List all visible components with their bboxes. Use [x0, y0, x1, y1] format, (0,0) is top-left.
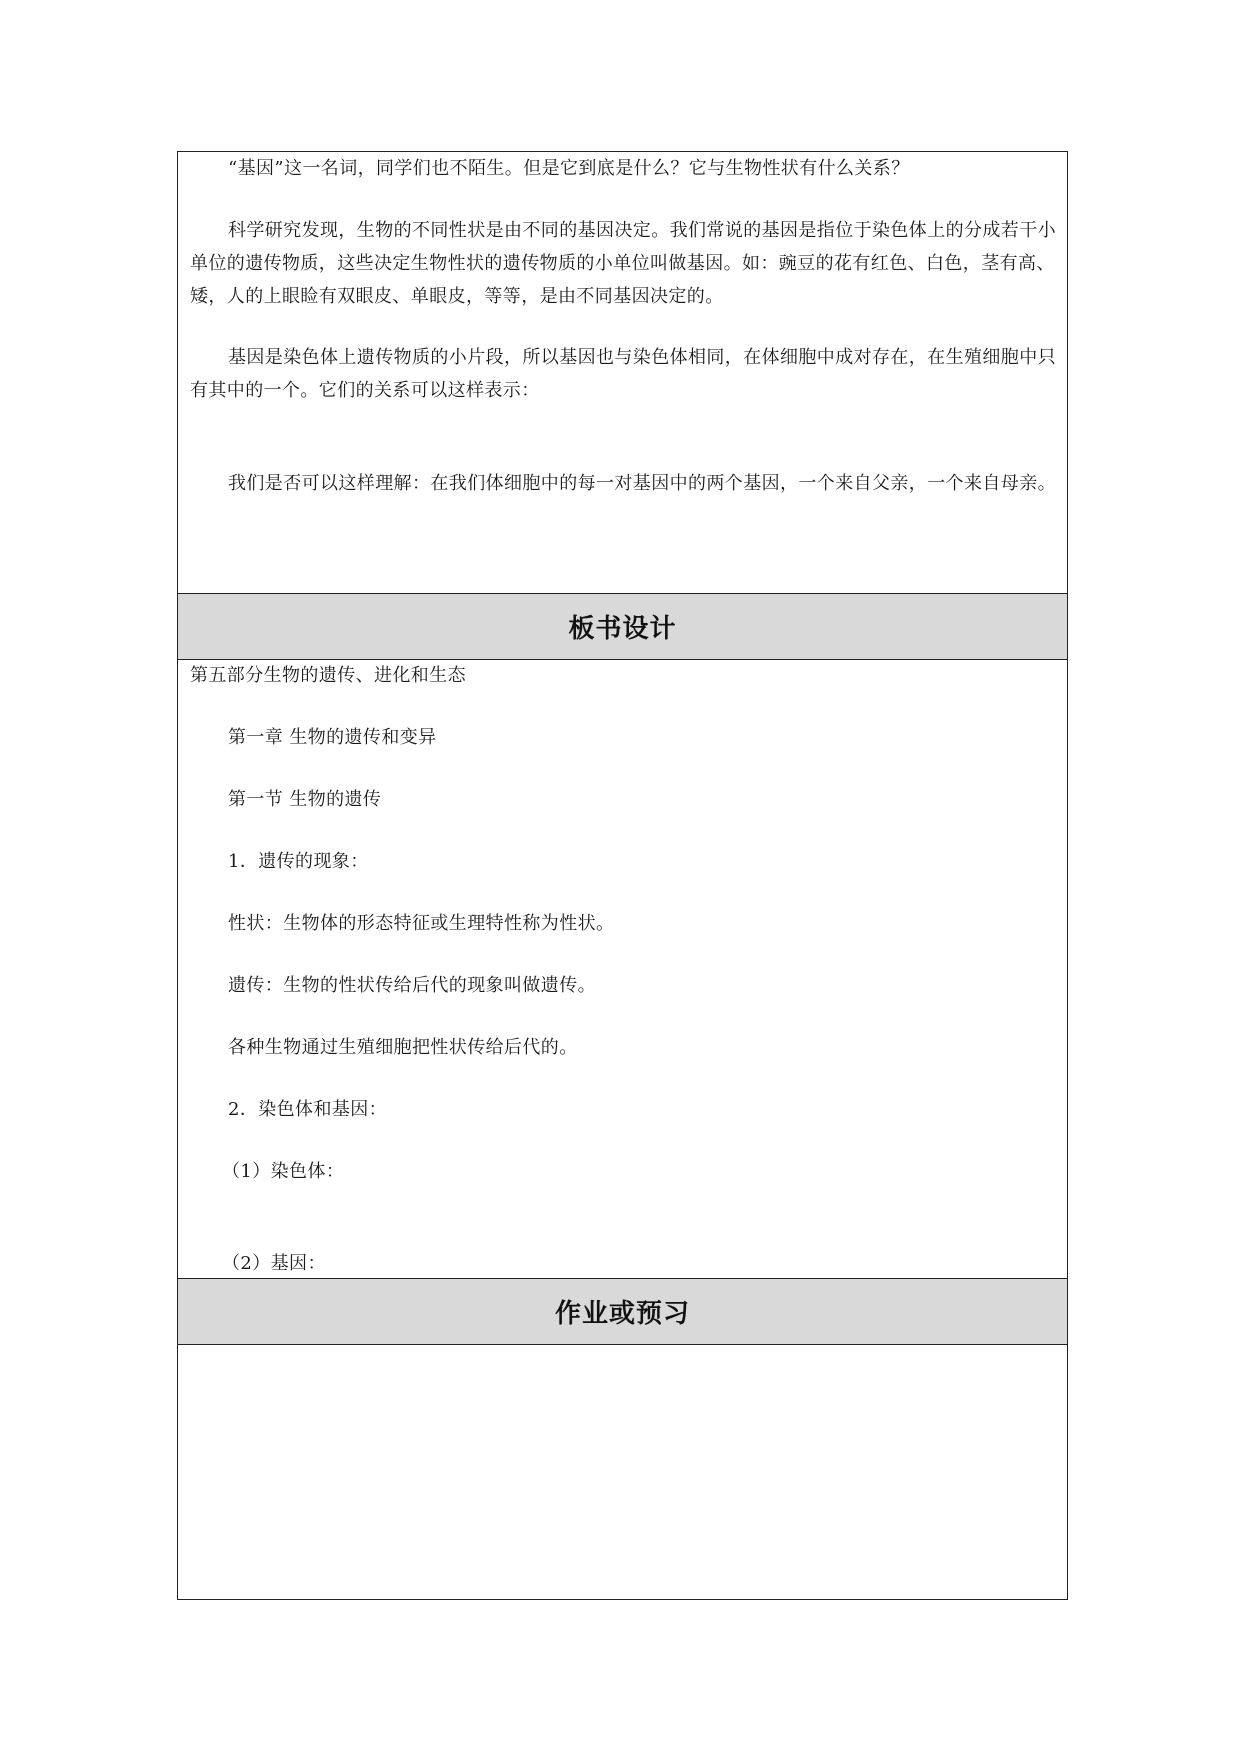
board-line-heading-1: 1．遗传的现象： [228, 851, 369, 872]
paragraph-gene-intro: “基因”这一名词，同学们也不陌生。但是它到底是什么？它与生物性状有什么关系？ [228, 158, 910, 179]
homework-header [178, 1278, 1067, 1345]
homework-cell [178, 1344, 1067, 1600]
board-line-germ-cells: 各种生物通过生殖细胞把性状传给后代的。 [228, 1037, 578, 1058]
board-design-title: 板书设计 [568, 614, 677, 644]
board-design-cell [178, 659, 1067, 1279]
board-design-header [178, 593, 1067, 660]
paragraph-gene-inheritance: 我们是否可以这样理解：在我们体细胞中的每一对基因中的两个基因，一个来自父亲，一个来自母亲。 [228, 473, 1056, 494]
board-line-section: 第一节 生物的遗传 [228, 789, 382, 810]
lesson-table [177, 151, 1068, 1600]
board-line-trait: 性状：生物体的形态特征或生理特性称为性状。 [228, 913, 615, 934]
board-line-heredity: 遗传：生物的性状传给后代的现象叫做遗传。 [228, 975, 596, 996]
homework-title: 作业或预习 [554, 1299, 690, 1329]
board-line-chromosome: （1）染色体： [222, 1161, 345, 1182]
board-line-gene: （2）基因： [222, 1253, 326, 1274]
paragraph-gene-chromosome: 基因是染色体上遗传物质的小片段，所以基因也与染色体相同，在体细胞中成对存在，在生殖细胞中只有其中的一个。它们的关系可以这样表示： [190, 347, 1056, 401]
teaching-content-cell [178, 152, 1067, 594]
board-line-chapter: 第一章 生物的遗传和变异 [228, 727, 437, 748]
board-line-heading-2: 2．染色体和基因： [228, 1099, 388, 1120]
paragraph-gene-definition: 科学研究发现，生物的不同性状是由不同的基因决定。我们常说的基因是指位于染色体上的分成若干小单位的遗传物质，这些决定生物性状的遗传物质的小单位叫做基因。如：豌豆的花有红色、白色，茎有高、矮，人的上眼睑有双眼皮、单眼皮，等等，是由不同基因决定的。 [190, 220, 1056, 307]
board-line-part: 第五部分生物的遗传、进化和生态 [190, 665, 466, 686]
